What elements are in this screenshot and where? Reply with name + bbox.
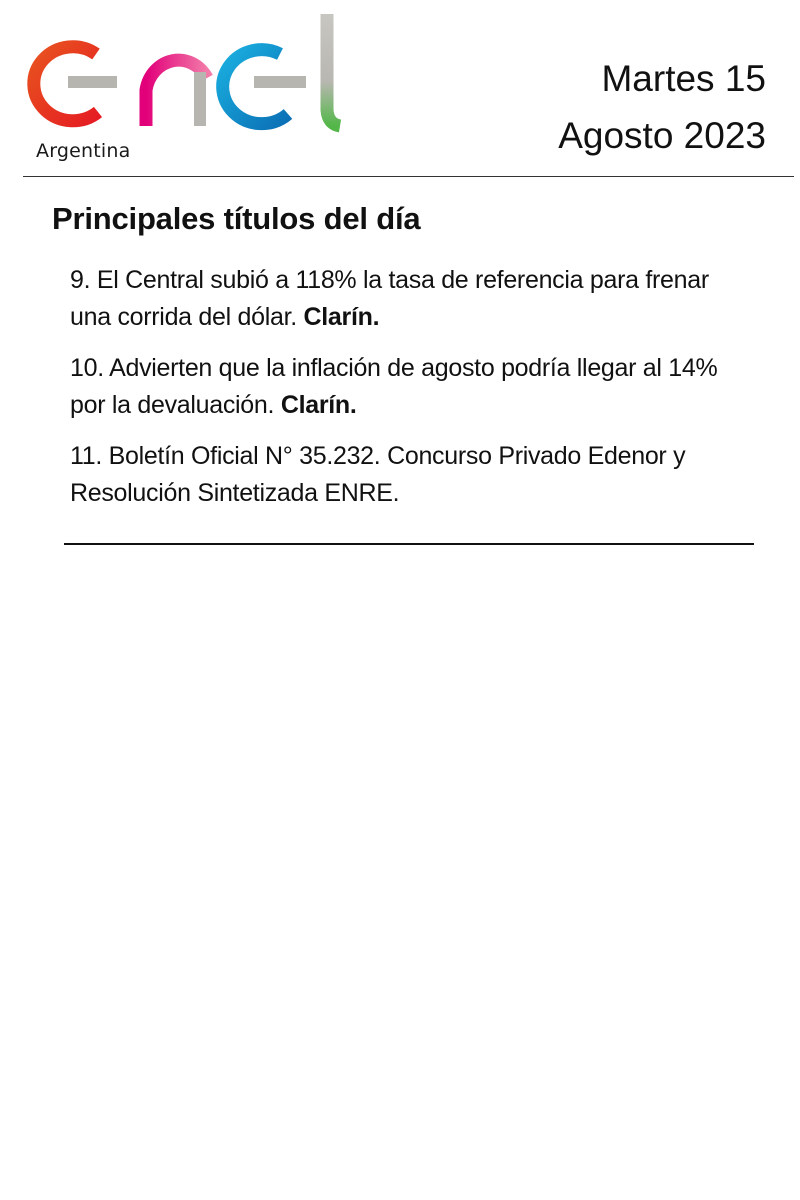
issue-date [558,50,766,164]
headline-text: 10. Advierten que la inflación de agosto podría llegar al 14% por la devaluación. [70,354,718,419]
headline-source: Clarín. [303,303,380,331]
headline-text: 9. El Central subió a 118% la tasa de referencia para frenar una corrida del dólar. [70,266,709,331]
date-month-year: Agosto 2023 [558,115,766,156]
section-end-divider [64,543,754,545]
headline-text: 11. Boletín Oficial N° 35.232. Concurso Privado Edenor y Resolución Sintetizada ENRE. [70,442,686,507]
enel-logo-mark [22,10,362,140]
enel-logo [22,10,362,170]
header-divider [23,176,794,177]
headline-item [70,438,750,512]
headline-list [70,262,750,526]
headline-item [70,262,750,336]
brand-subtitle: Argentina [36,140,131,162]
headline-source: Clarín. [280,391,357,419]
headline-item [70,350,750,424]
date-weekday-day: Martes 15 [601,58,766,99]
section-title: Principales títulos del día [52,201,421,236]
